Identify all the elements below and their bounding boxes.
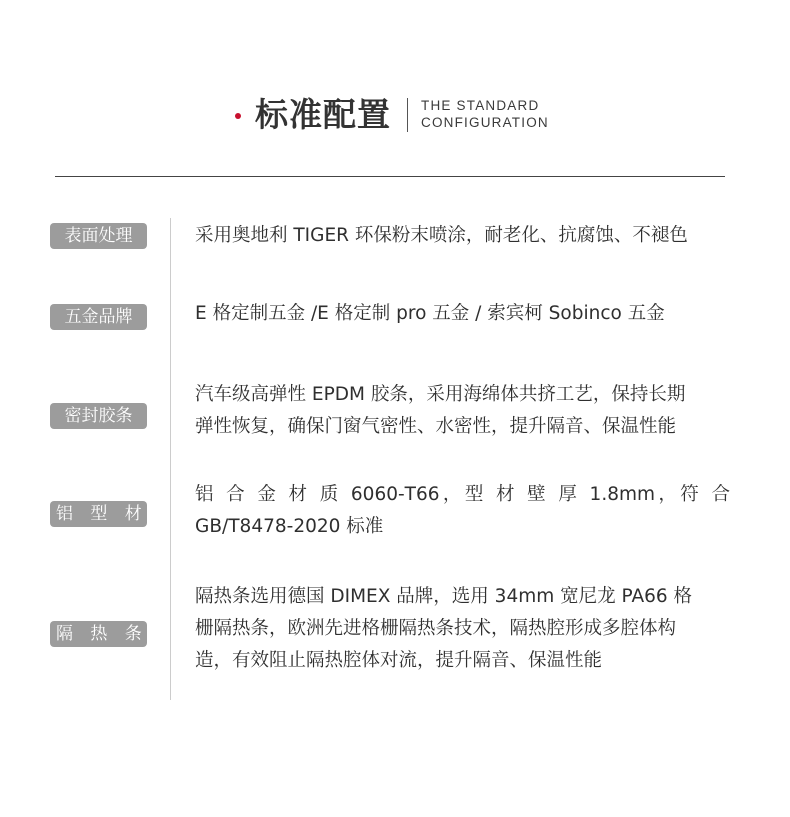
spec-description [195, 379, 730, 443]
spec-description-line: 栅隔热条，欧洲先进格栅隔热条技术，隔热腔形成多腔体构 [195, 618, 677, 639]
section-header [0, 88, 790, 144]
english-subtitle-line-1: THE STANDARD [421, 98, 540, 113]
spec-description-line: 弹性恢复，确保门窗气密性、水密性，提升隔音、保温性能 [195, 416, 677, 437]
spec-label: 隔 热 条 [50, 621, 147, 647]
page-title: 标准配置 [255, 95, 391, 134]
header-divider [55, 176, 725, 177]
english-subtitle [421, 97, 549, 131]
accent-dot-icon [235, 113, 241, 119]
spec-description [195, 298, 730, 330]
spec-description-line: 造，有效阻止隔热腔体对流，提升隔音、保温性能 [195, 650, 603, 671]
spec-description [195, 220, 730, 252]
column-divider [170, 218, 171, 700]
spec-description [195, 581, 730, 677]
title-separator [407, 98, 408, 132]
spec-description [195, 479, 730, 543]
spec-description-line: 汽车级高弹性 EPDM 胶条，采用海绵体共挤工艺，保持长期 [195, 384, 686, 405]
spec-description-line: 采用奥地利 TIGER 环保粉末喷涂，耐老化、抗腐蚀、不褪色 [195, 225, 688, 246]
spec-label: 五金品牌 [50, 304, 147, 330]
spec-label: 密封胶条 [50, 403, 147, 429]
spec-description-line: 隔热条选用德国 DIMEX 品牌，选用 34mm 宽尼龙 PA66 格 [195, 586, 693, 607]
spec-label: 表面处理 [50, 223, 147, 249]
spec-description-line: GB/T8478-2020 标准 [195, 516, 384, 537]
spec-description-line: E 格定制五金 /E 格定制 pro 五金 / 索宾柯 Sobinco 五金 [195, 303, 665, 324]
spec-description-line: 铝 合 金 材 质 6060-T66，型 材 壁 厚 1.8mm，符 合 [195, 484, 730, 505]
spec-label: 铝 型 材 [50, 501, 147, 527]
english-subtitle-line-2: CONFIGURATION [421, 115, 549, 130]
